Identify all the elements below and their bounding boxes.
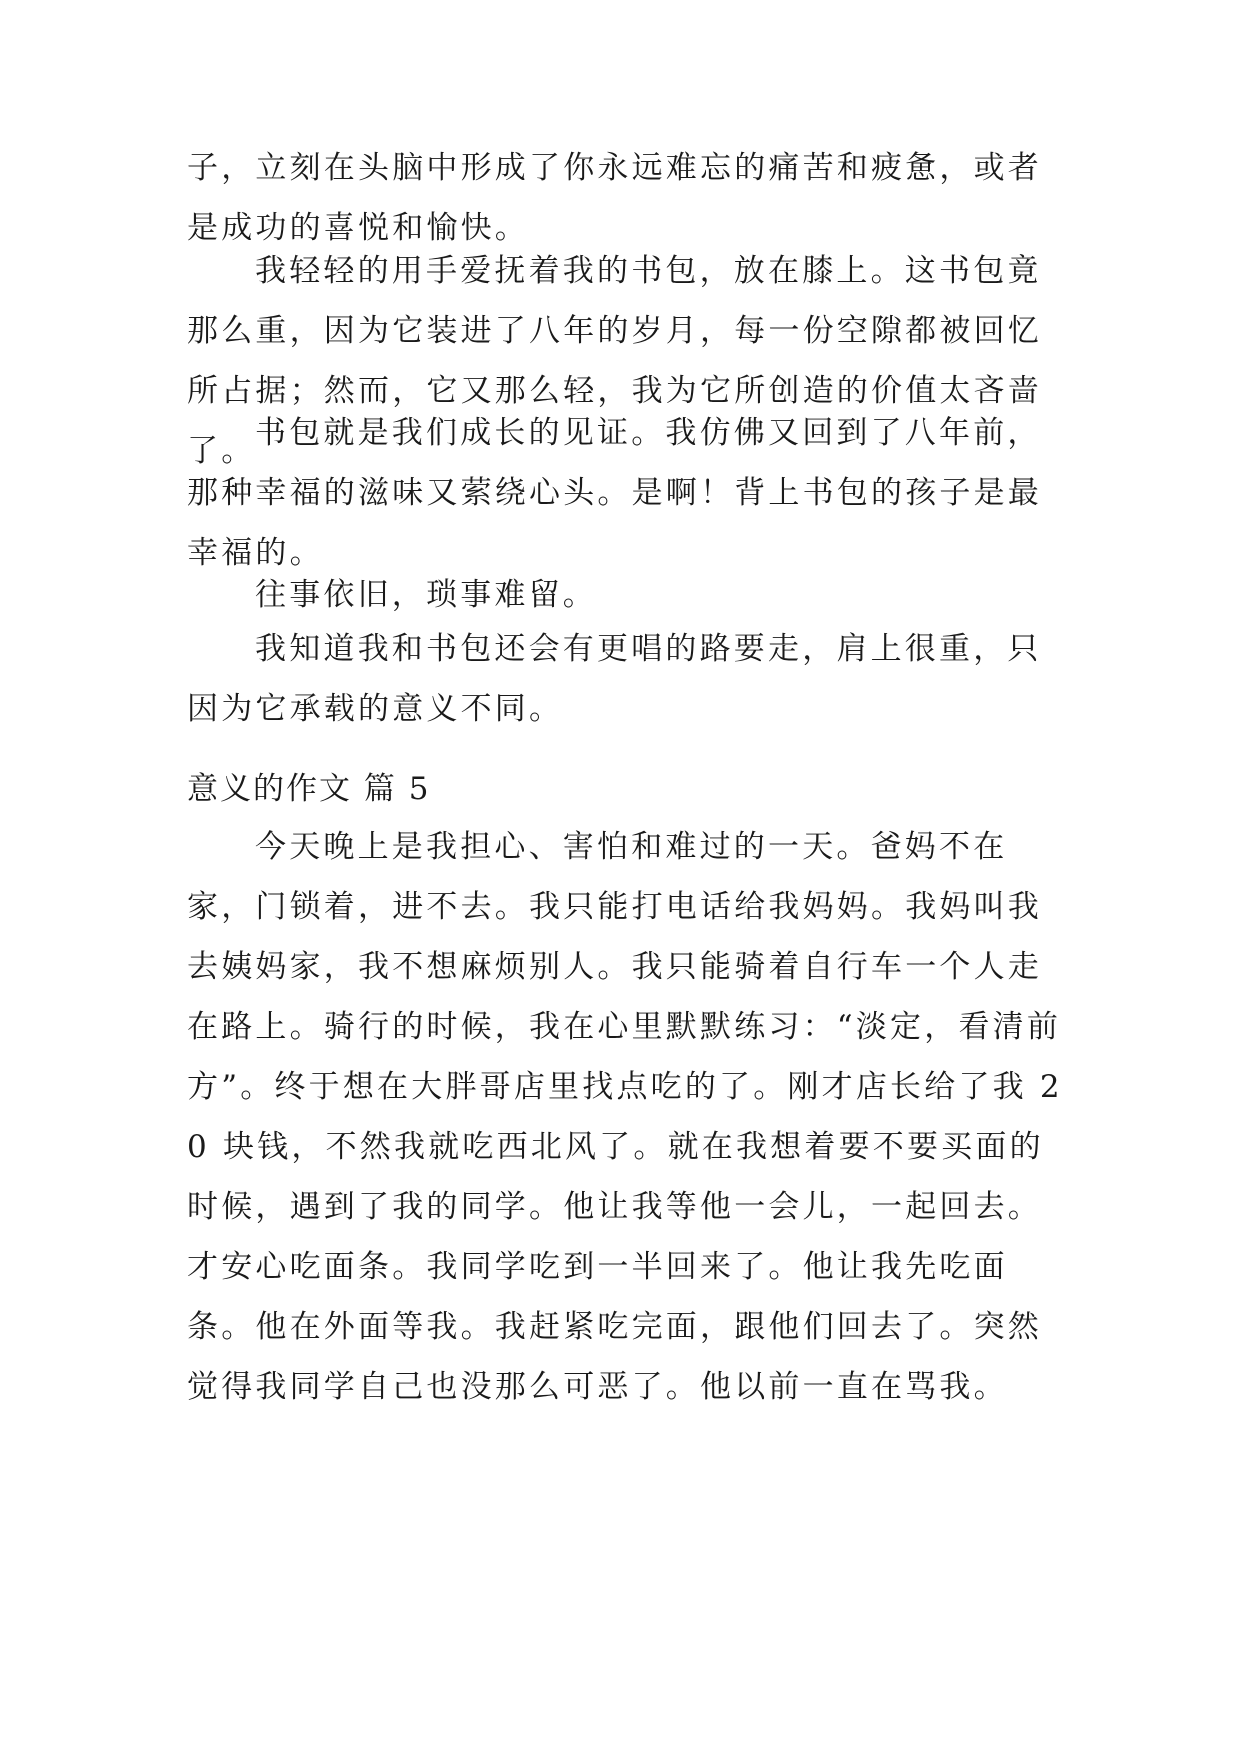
- paragraph-road-ahead: 我知道我和书包还会有更唱的路要走，肩上很重，只因为它承载的意义不同。: [187, 631, 1042, 727]
- paragraph-schoolbag-witness: 书包就是我们成长的见证。我仿佛又回到了八年前，那种幸福的滋味又萦绕心头。是啊！背上书包的孩子是最幸福的。: [187, 415, 1042, 571]
- section-title: 意义的作文 篇 5: [187, 771, 431, 807]
- paragraph-past-events: 往事依旧，琐事难留。: [255, 577, 597, 613]
- paragraph-continuation: 子，立刻在头脑中形成了你永远难忘的痛苦和疲惫，或者是成功的喜悦和愉快。: [187, 150, 1042, 246]
- paragraph-tonight-story: 今天晚上是我担心、害怕和难过的一天。爸妈不在家，门锁着，进不去。我只能打电话给我妈妈。我妈叫我去姨妈家，我不想麻烦别人。我只能骑着自行车一个人走在路上。骑行的时候，我在心里默默练习：“淡定，看清前方”。终于想在大胖哥店里找点吃的了。刚才店长给了我 20 块钱，不然我就吃西北风了。就在我想着要不要买面的时候，遇到了我的同学。他让我等他一会儿，一起回去。才安心吃面条。我同学吃到一半回来了。他让我先吃面条。他在外面等我。我赶紧吃完面，跟他们回去了。突然觉得我同学自己也没那么可恶了。他以前一直在骂我。: [187, 829, 1063, 1405]
- paragraph-schoolbag-weight: 我轻轻的用手爱抚着我的书包，放在膝上。这书包竟那么重，因为它装进了八年的岁月，每一份空隙都被回忆所占据；然而，它又那么轻，我为它所创造的价值太吝啬了。: [187, 253, 1042, 469]
